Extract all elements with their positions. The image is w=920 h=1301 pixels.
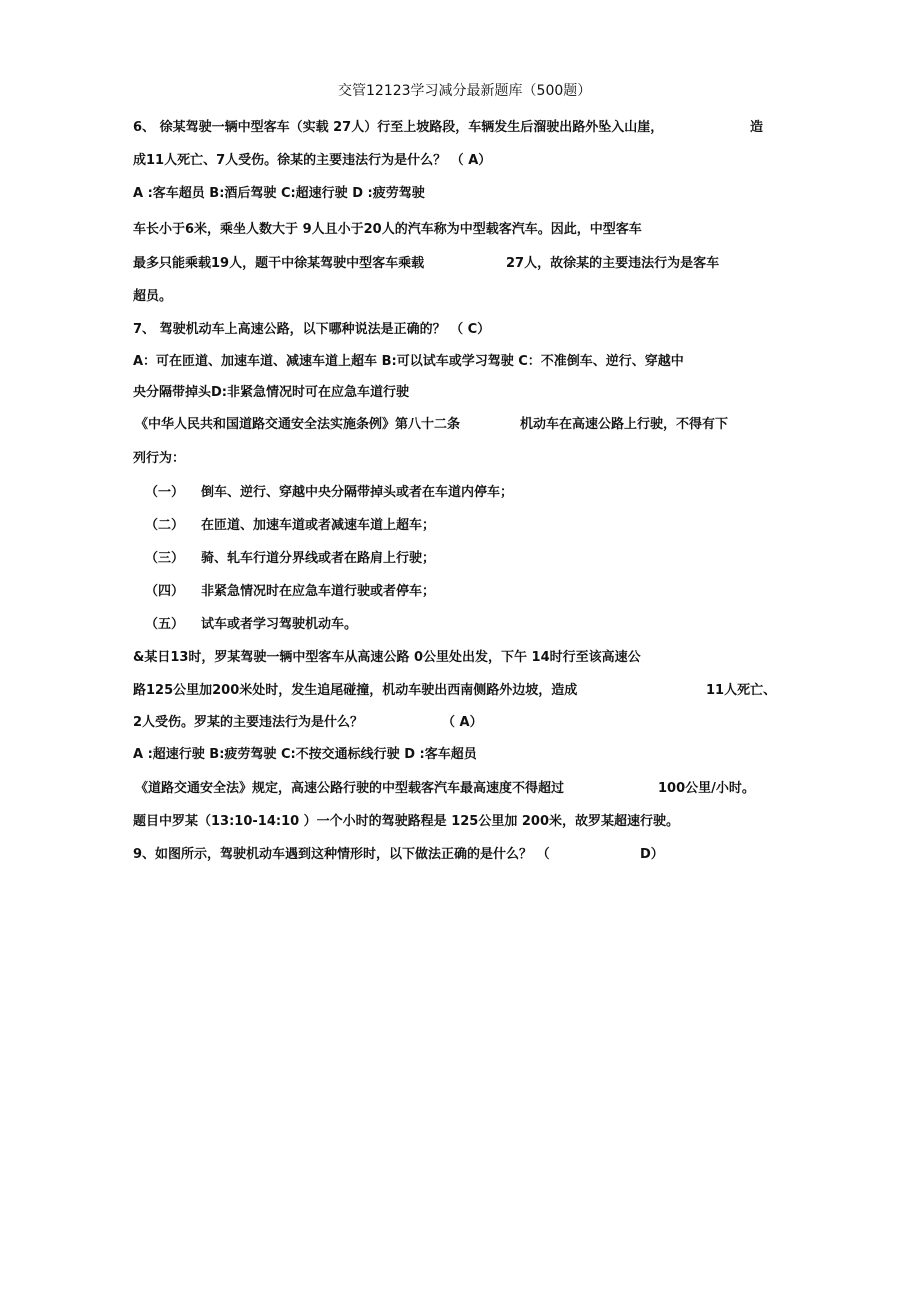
q6-explanation-3: 超员。 bbox=[133, 289, 173, 304]
q7-item-text: 非紧急情况时在应急车道行驶或者停车； bbox=[201, 584, 436, 599]
q6-explanation-1: 车长小于6米，乘坐人数大于 9人且小于20人的汽车称为中型载客汽车。因此，中型客车 bbox=[133, 222, 642, 237]
q8-line2: 路125公里加200米处时，发生追尾碰撞，机动车驶出西南侧路外边坡，造成 bbox=[133, 683, 578, 698]
q6-line1: 6、 徐某驾驶一辆中型客车（实载 27人）行至上坡路段，车辆发生后溜驶出路外坠入山崖， bbox=[133, 120, 664, 135]
q7-options-2: 央分隔带掉头D:非紧急情况时可在应急车道行驶 bbox=[133, 385, 409, 400]
q8-answer: （ A） bbox=[442, 715, 483, 730]
q7-item-text: 在匝道、加速车道或者减速车道上超车； bbox=[201, 518, 436, 533]
q7-item-num: （四） bbox=[145, 584, 185, 599]
q7-explanation-2: 列行为： bbox=[133, 451, 186, 466]
q8-line1: &某日13时，罗某驾驶一辆中型客车从高速公路 0公里处出发，下午 14时行至该高速公 bbox=[133, 650, 641, 665]
q7-line1: 7、 驾驶机动车上高速公路，以下哪种说法是正确的？ （ C） bbox=[133, 322, 491, 337]
q8-options: A :超速行驶 B:疲劳驾驶 C:不按交通标线行驶 D :客车超员 bbox=[133, 747, 477, 762]
document-title: 交管12123学习减分最新题库（500题） bbox=[338, 83, 592, 99]
q9-answer: D） bbox=[640, 847, 664, 862]
q7-item-text: 骑、轧车行道分界线或者在路肩上行驶； bbox=[201, 551, 436, 566]
q6-line2: 成11人死亡、7人受伤。徐某的主要违法行为是什么？ （ A） bbox=[133, 153, 492, 168]
q6-line1-end: 造 bbox=[750, 120, 764, 135]
q7-item-text: 试车或者学习驾驶机动车。 bbox=[201, 617, 358, 632]
q6-options: A :客车超员 B:酒后驾驶 C:超速行驶 D :疲劳驾驶 bbox=[133, 186, 425, 201]
q7-item-text: 倒车、逆行、穿越中央分隔带掉头或者在车道内停车； bbox=[201, 485, 514, 500]
q8-explanation-1-end: 100公里/小时。 bbox=[658, 781, 755, 796]
q7-explanation-1: 《中华人民共和国道路交通安全法实施条例》第八十二条 bbox=[135, 417, 461, 432]
q8-line3: 2人受伤。罗某的主要违法行为是什么？ bbox=[133, 715, 364, 730]
q7-item-num: （一） bbox=[145, 485, 185, 500]
q6-explanation-2: 最多只能乘载19人，题干中徐某驾驶中型客车乘载 bbox=[133, 256, 425, 271]
q7-item-num: （三） bbox=[145, 551, 185, 566]
q6-explanation-2-end: 27人，故徐某的主要违法行为是客车 bbox=[506, 256, 720, 271]
q9-line1: 9、如图所示，驾驶机动车遇到这种情形时，以下做法正确的是什么？ （ bbox=[133, 847, 550, 862]
q7-item-num: （五） bbox=[145, 617, 185, 632]
q8-explanation-2: 题目中罗某（13:10-14:10 ）一个小时的驾驶路程是 125公里加 200米，故罗某超速行驶。 bbox=[133, 814, 680, 829]
q7-options-1: A：可在匝道、加速车道、减速车道上超车 B:可以试车或学习驾驶 C：不准倒车、逆行、穿越中 bbox=[133, 354, 684, 369]
q7-explanation-1-end: 机动车在高速公路上行驶，不得有下 bbox=[520, 417, 729, 432]
q8-line2-end: 11人死亡、 bbox=[706, 683, 777, 698]
q8-explanation-1: 《道路交通安全法》规定，高速公路行驶的中型载客汽车最高速度不得超过 bbox=[135, 781, 565, 796]
q7-item-num: （二） bbox=[145, 518, 185, 533]
